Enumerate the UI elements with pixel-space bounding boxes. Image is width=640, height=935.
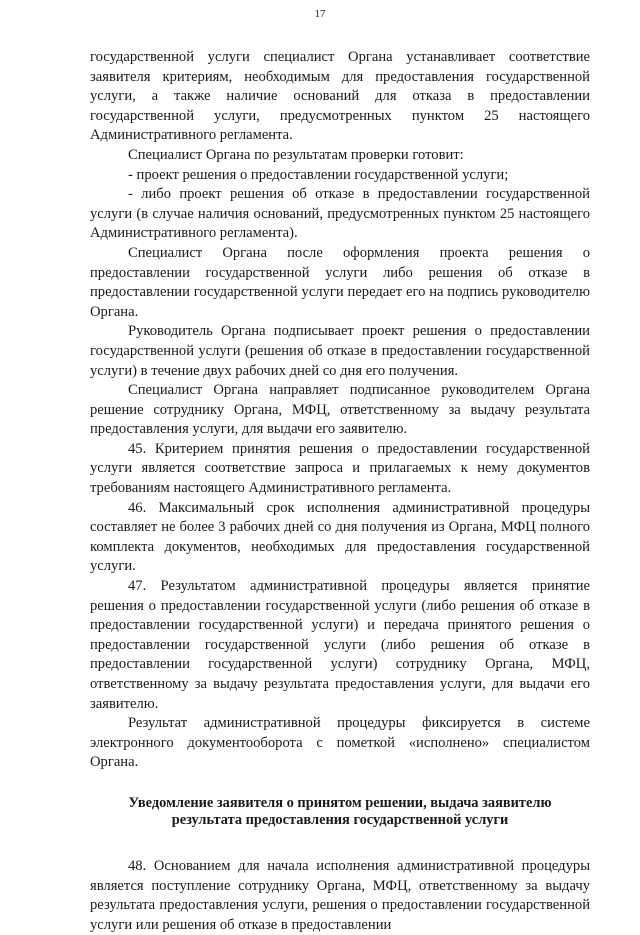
page-number: 17 (314, 8, 326, 20)
section-heading-line-1: Уведомление заявителя о принятом решении, выдача заявителю (128, 794, 552, 811)
paragraph-continuation: государственной услуги специалист Органа устанавливает соответствие заявителя критериям, необходимым для предоставления государственной услуги, а также наличие оснований для отказа в предоставлении государственной услуги, предусмотренных пунктом 25 настоящего Административного регламента. (90, 49, 590, 144)
paragraph-result-recorded: Результат административной процедуры фиксируется в системе электронного документооборота с пометкой «исполнено» специалистом Органа. (90, 715, 590, 771)
list-item-draft-decision: - проект решения о предоставлении государственной услуги; (128, 166, 509, 183)
section-heading (90, 795, 590, 829)
document-body (90, 48, 590, 935)
paragraph-head-signs: Руководитель Органа подписывает проект решения о предоставлении государственной услуги (решения об отказе в предоставлении государственной услуги) в течение двух рабочих дней со дня его получения. (90, 323, 590, 379)
paragraph-submit-for-signature: Специалист Органа после оформления проекта решения о предоставлении государственной услуги либо решения об отказе в предоставлении государственной услуги передает его на подпись руководителю Органа. (90, 244, 590, 320)
paragraph-clause-47: 47. Результатом административной процедуры является принятие решения о предоставлении государственной услуги (либо решения об отказе в предоставлении государственной услуги) и передача принятого решения о предоставлении государственной услуги (либо решения об отказе в предоставлении государственной услуги) сотруднику Органа, МФЦ, ответственному за выдачу результата предоставления услуги, для выдачи его заявителю. (90, 578, 590, 712)
list-item-draft-refusal: - либо проект решения об отказе в предоставлении государственной услуги (в случае наличия оснований, предусмотренных пунктом 25 настоящего Административного регламента). (90, 186, 590, 242)
paragraph-specialist-prepares: Специалист Органа по результатам проверки готовит: (128, 146, 464, 163)
paragraph-send-to-mfc: Специалист Органа направляет подписанное руководителем Органа решение сотруднику Органа, МФЦ, ответственному за выдачу результата предоставления услуги, для выдачи его заявителю. (90, 382, 590, 438)
paragraph-clause-45: 45. Критерием принятия решения о предоставлении государственной услуги является соответствие запроса и прилагаемых к нему документов требованиям настоящего Административного регламента. (90, 440, 590, 497)
paragraph-clause-48: 48. Основанием для начала исполнения административной процедуры является поступление сотруднику Органа, МФЦ, ответственному за выдачу результата предоставления услуги, решения о предоставлении государственной услуги или решения об отказе в предоставлении (90, 857, 590, 933)
section-heading-line-2: результата предоставления государственной услуги (171, 811, 509, 828)
paragraph-clause-46: 46. Максимальный срок исполнения административной процедуры составляет не более 3 рабочих дней со дня получения из Органа, МФЦ полного комплекта документов, необходимых для предоставления государственной услуги. (90, 499, 590, 575)
